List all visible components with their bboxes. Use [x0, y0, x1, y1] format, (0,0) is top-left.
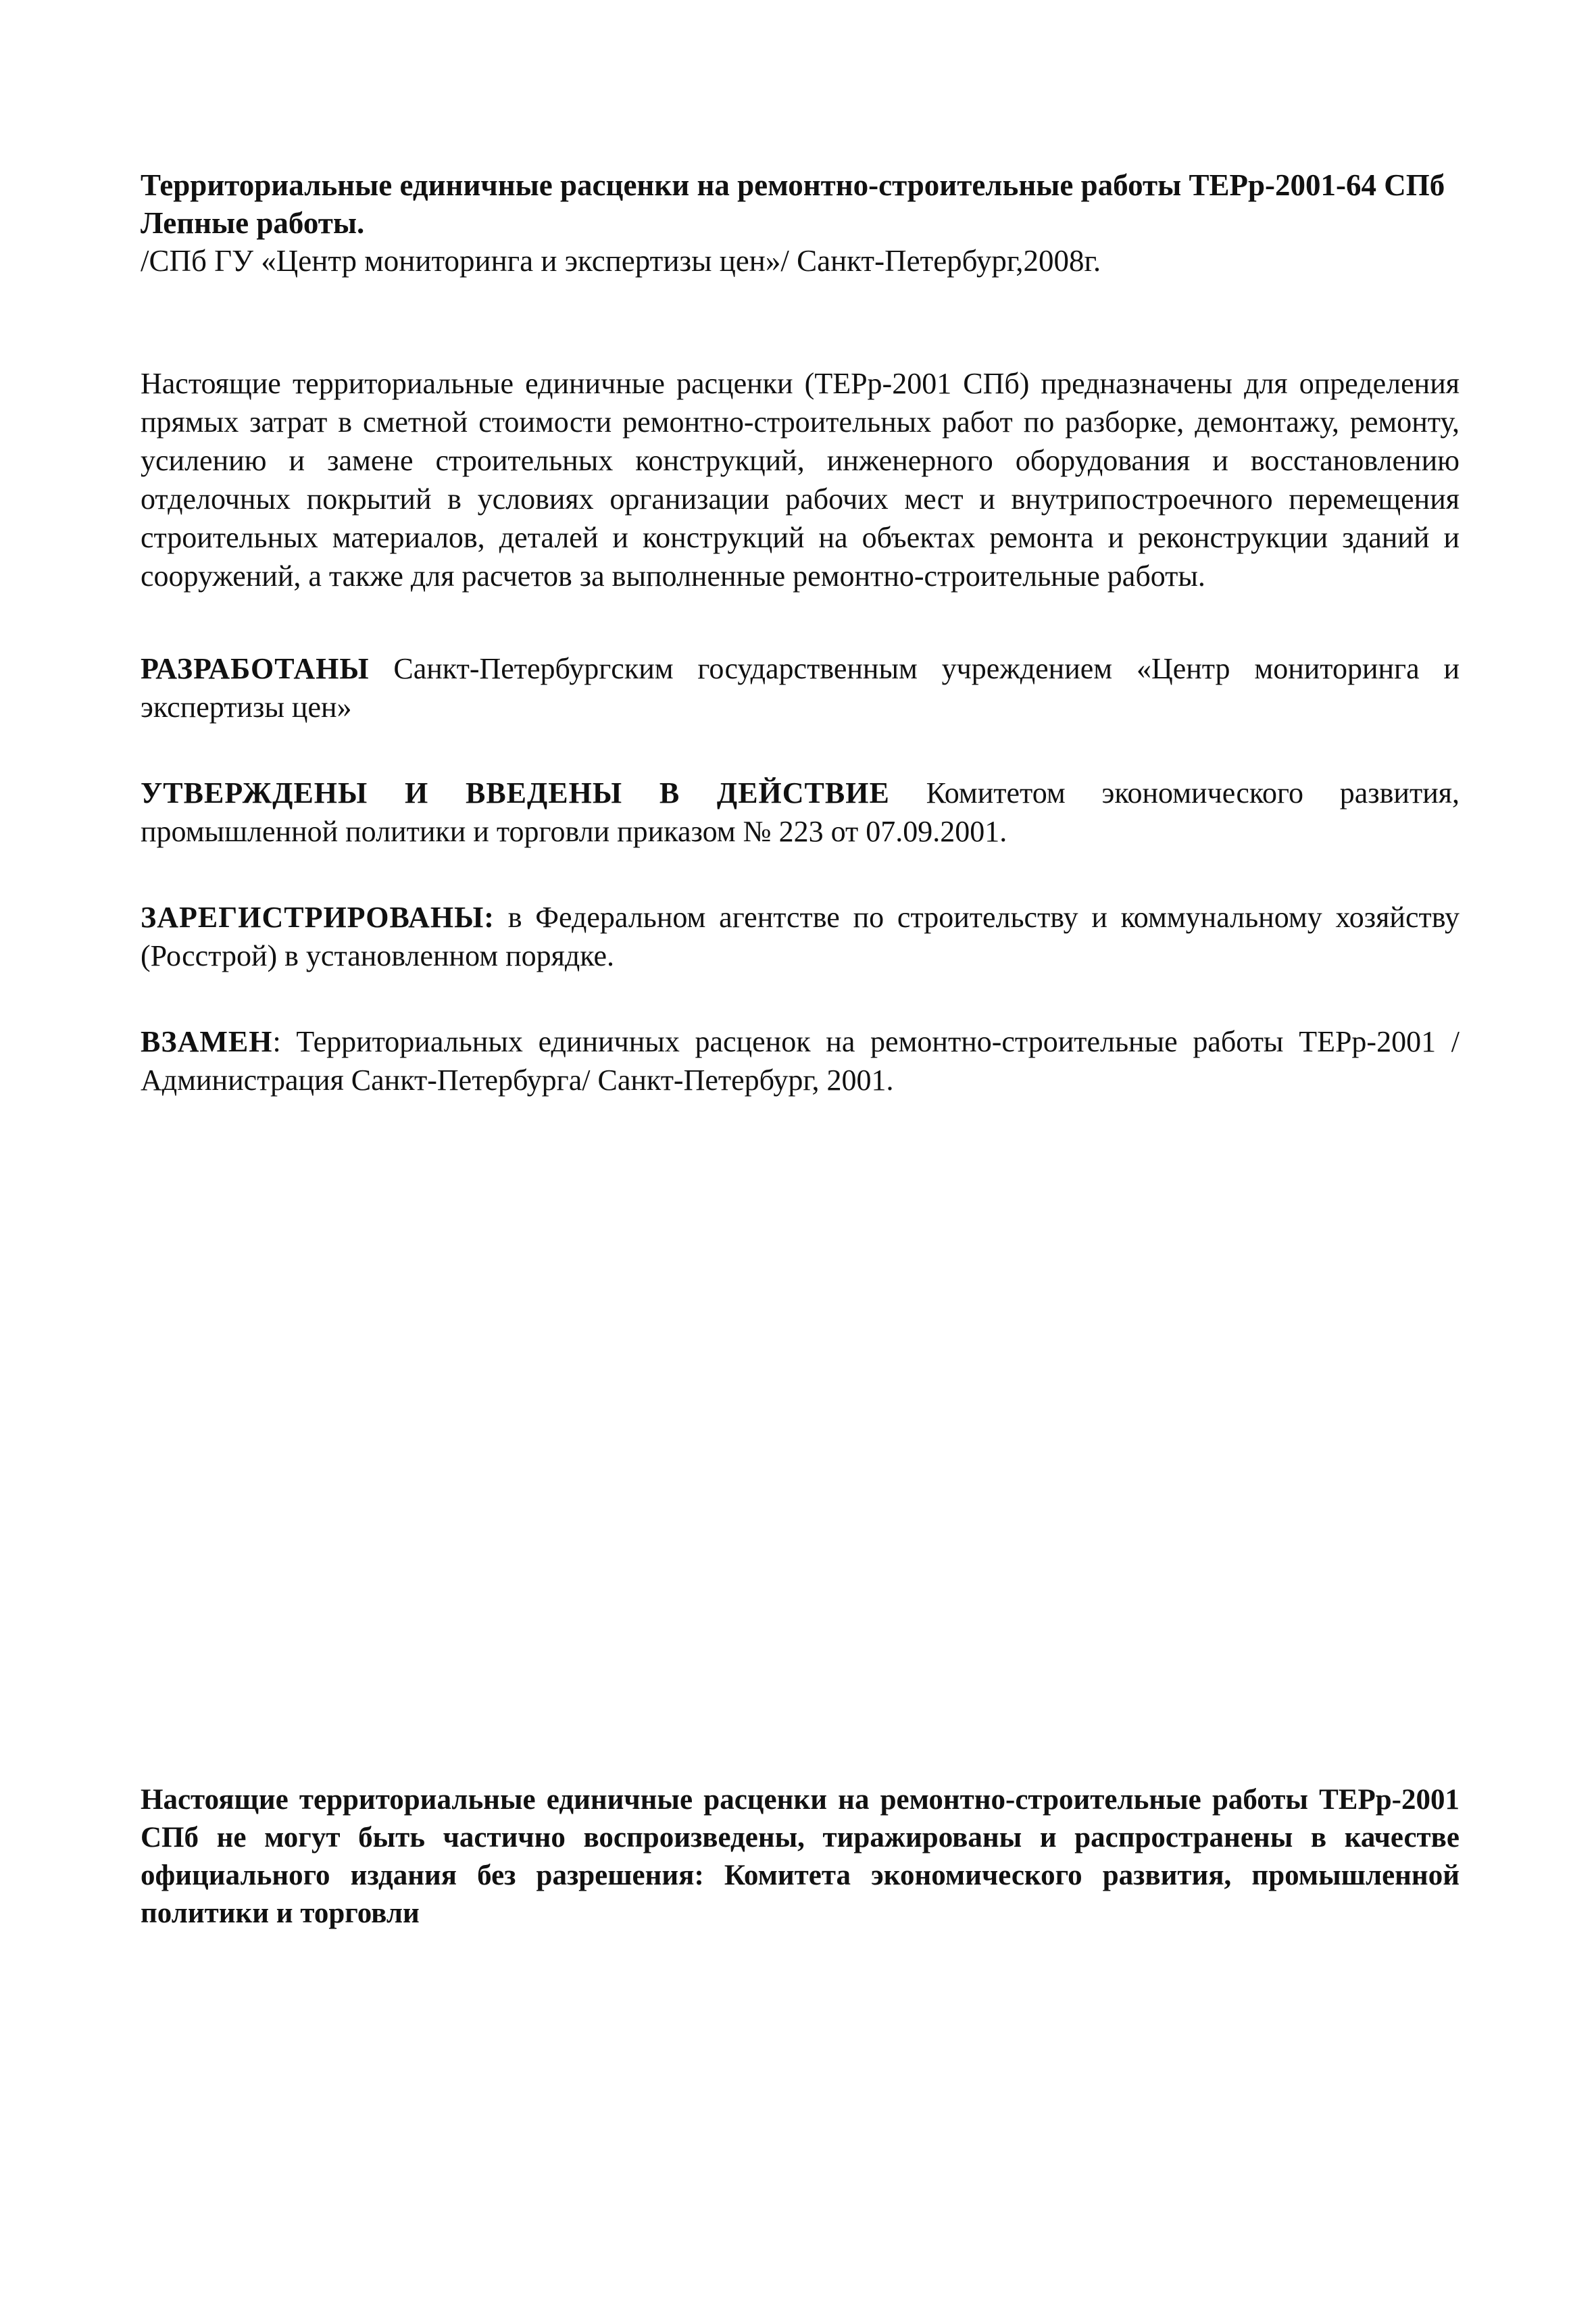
- developed-text: Санкт-Петербургским государственным учреждением «Центр мониторинга и экспертизы цен»: [141, 652, 1460, 724]
- document-page: [141, 166, 1460, 1099]
- document-subtitle: Лепные работы.: [141, 206, 365, 240]
- copyright-notice: Настоящие территориальные единичные расценки на ремонтно-строительные работы ТЕРр-2001 СПб не могут быть частично воспроизведены, тиражированы и распространены в качестве официального издания без разрешения: Комитета экономического развития, промышленной политики и торговли: [141, 1784, 1460, 1929]
- developed-label: РАЗРАБОТАНЫ: [141, 652, 370, 685]
- developed-paragraph: [141, 649, 1460, 726]
- registered-paragraph: [141, 898, 1460, 975]
- instead-label: ВЗАМЕН: [141, 1025, 273, 1058]
- registered-label: ЗАРЕГИСТРИРОВАНЫ:: [141, 901, 495, 934]
- approved-label: УТВЕРЖДЕНЫ И ВВЕДЕНЫ В ДЕЙСТВИЕ: [141, 776, 890, 810]
- document-header: [141, 166, 1460, 280]
- document-source: /СПб ГУ «Центр мониторинга и экспертизы цен»/ Санкт-Петербург,2008г.: [141, 244, 1101, 278]
- instead-paragraph: [141, 1022, 1460, 1099]
- document-title: Территориальные единичные расценки на ремонтно-строительные работы ТЕРр-2001-64 СПб: [141, 168, 1445, 202]
- intro-paragraph: Настоящие территориальные единичные расценки (ТЕРр-2001 СПб) предназначены для определения прямых затрат в сметной стоимости ремонтно-строительных работ по разборке, демонтажу, ремонту, усилению и замене строительных конструкций, инженерного оборудования и восстановлению отделочных покрытий в условиях организации рабочих мест и внутрипостроечного перемещения строительных материалов, деталей и конструкций на объектах ремонта и реконструкции зданий и сооружений, а также для расчетов за выполненные ремонтно-строительные работы.: [141, 367, 1460, 593]
- approved-text: Комитетом экономического развития, промышленной политики и торговли приказом № 223 от 07.09.2001.: [141, 776, 1460, 848]
- registered-text: в Федеральном агентстве по строительству и коммунальному хозяйству (Росстрой) в установленном порядке.: [141, 901, 1460, 972]
- instead-text: : Территориальных единичных расценок на ремонтно-строительные работы ТЕРр-2001 /Администрация Санкт-Петербурга/ Санкт-Петербург, 2001.: [141, 1025, 1460, 1097]
- approved-paragraph: [141, 774, 1460, 851]
